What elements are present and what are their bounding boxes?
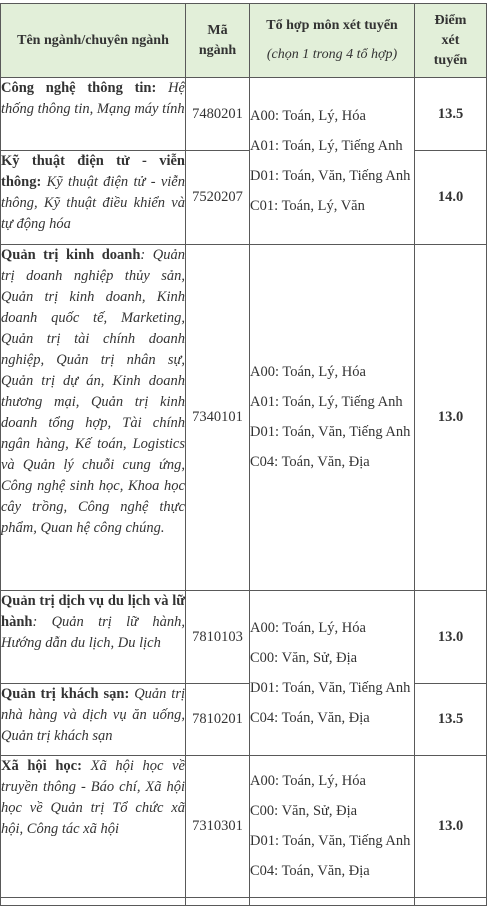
combo-list bbox=[250, 756, 415, 898]
major-specializations: Quản trị nhà hàng và dịch vụ ăn uống, Quản trị khách sạn bbox=[1, 686, 185, 744]
continuation-cell bbox=[415, 898, 487, 906]
header-code: Mã ngành bbox=[186, 4, 250, 78]
combo-item: D01: Toán, Văn, Tiếng Anh bbox=[250, 167, 411, 184]
admission-score: 13.0 bbox=[415, 591, 487, 684]
major-code: 7340101 bbox=[186, 245, 250, 591]
major-code: 7310301 bbox=[186, 756, 250, 898]
major-title: Quản trị kinh doanh bbox=[1, 247, 141, 263]
major-specializations: Hệ thống thông tin, Mạng máy tính bbox=[1, 80, 185, 117]
admission-score: 14.0 bbox=[415, 151, 487, 245]
continuation-cell bbox=[186, 898, 250, 906]
table-row-continuation bbox=[1, 898, 487, 906]
major-name-cell bbox=[1, 78, 186, 151]
major-code: 7520207 bbox=[186, 151, 250, 245]
major-specializations: : Quản trị doanh nghiệp thủy sản, Quản trị kinh doanh, Kinh doanh quốc tế, Marketing, Quản trị tài chính doanh nghiệp, Quản trị nhân sự, Quản trị dự án, Kinh doanh thương mại, Quản trị kinh doanh tổng hợp, Tài chính ngân hàng, Kế toán, Logistics và Quản lý chuỗi cung ứng, Công nghệ sinh học, Khoa học cây trồng, Công nghệ thực phẩm, Quan hệ công chúng. bbox=[1, 247, 185, 536]
major-name-cell bbox=[1, 591, 186, 684]
major-name-cell bbox=[1, 151, 186, 245]
major-specializations: Kỹ thuật điện tử - viễn thông, Kỹ thuật điều khiển và tự động hóa bbox=[1, 174, 185, 232]
admission-score: 13.0 bbox=[415, 245, 487, 591]
table-row bbox=[1, 684, 487, 756]
major-code: 7810103 bbox=[186, 591, 250, 684]
combo-item: C04: Toán, Văn, Địa bbox=[250, 709, 370, 726]
header-combos-note: (chọn 1 trong 4 tổ hợp) bbox=[266, 47, 398, 62]
combo-item: A00: Toán, Lý, Hóa bbox=[250, 773, 366, 789]
combo-item: A00: Toán, Lý, Hóa bbox=[250, 107, 366, 124]
combo-item: A01: Toán, Lý, Tiếng Anh bbox=[250, 137, 403, 154]
admission-table bbox=[0, 3, 487, 906]
table-row bbox=[1, 756, 487, 898]
major-title: Xã hội học: bbox=[1, 758, 82, 774]
admission-score: 13.5 bbox=[415, 78, 487, 151]
major-title: Quản trị dịch vụ du lịch và lữ hành bbox=[1, 593, 185, 630]
continuation-cell bbox=[250, 898, 415, 906]
major-name-cell bbox=[1, 245, 186, 591]
continuation-cell bbox=[1, 898, 186, 906]
major-title: Quản trị khách sạn: bbox=[1, 686, 130, 702]
combo-item: C00: Văn, Sử, Địa bbox=[250, 803, 358, 819]
table-row bbox=[1, 151, 487, 245]
combo-item: D01: Toán, Văn, Tiếng Anh bbox=[250, 833, 411, 849]
combo-item: C00: Văn, Sử, Địa bbox=[250, 649, 358, 666]
header-row bbox=[1, 4, 487, 78]
combo-item: A00: Toán, Lý, Hóa bbox=[250, 619, 366, 636]
combo-item: A01: Toán, Lý, Tiếng Anh bbox=[250, 394, 403, 410]
combo-list bbox=[250, 78, 415, 245]
header-major: Tên ngành/chuyên ngành bbox=[1, 4, 186, 78]
combo-item: C01: Toán, Lý, Văn bbox=[250, 197, 365, 214]
admission-score: 13.5 bbox=[415, 684, 487, 756]
major-name-cell bbox=[1, 684, 186, 756]
table-row bbox=[1, 245, 487, 591]
major-code: 7480201 bbox=[186, 78, 250, 151]
major-specializations: : Quản trị lữ hành, Hướng dẫn du lịch, Du lịch bbox=[1, 614, 185, 651]
header-score: Điểm xét tuyển bbox=[415, 4, 487, 78]
major-title: Công nghệ thông tin: bbox=[1, 80, 157, 96]
combo-list bbox=[250, 591, 415, 756]
header-combos: Tổ hợp môn xét tuyển (chọn 1 trong 4 tổ hợp) bbox=[250, 4, 415, 78]
combo-item: D01: Toán, Văn, Tiếng Anh bbox=[250, 424, 411, 440]
combo-list bbox=[250, 245, 415, 591]
combo-item: C04: Toán, Văn, Địa bbox=[250, 863, 370, 879]
combo-item: C04: Toán, Văn, Địa bbox=[250, 454, 370, 470]
table-row bbox=[1, 78, 487, 151]
major-title: Kỹ thuật điện tử - viễn thông: bbox=[1, 153, 185, 190]
admission-score: 13.0 bbox=[415, 756, 487, 898]
table-row bbox=[1, 591, 487, 684]
major-code: 7810201 bbox=[186, 684, 250, 756]
combo-item: A00: Toán, Lý, Hóa bbox=[250, 364, 366, 380]
major-specializations: Xã hội học về truyền thông - Báo chí, Xã hội học về Quản trị Tổ chức xã hội, Công tác xã hội bbox=[1, 758, 185, 837]
combo-item: D01: Toán, Văn, Tiếng Anh bbox=[250, 679, 411, 696]
major-name-cell bbox=[1, 756, 186, 898]
